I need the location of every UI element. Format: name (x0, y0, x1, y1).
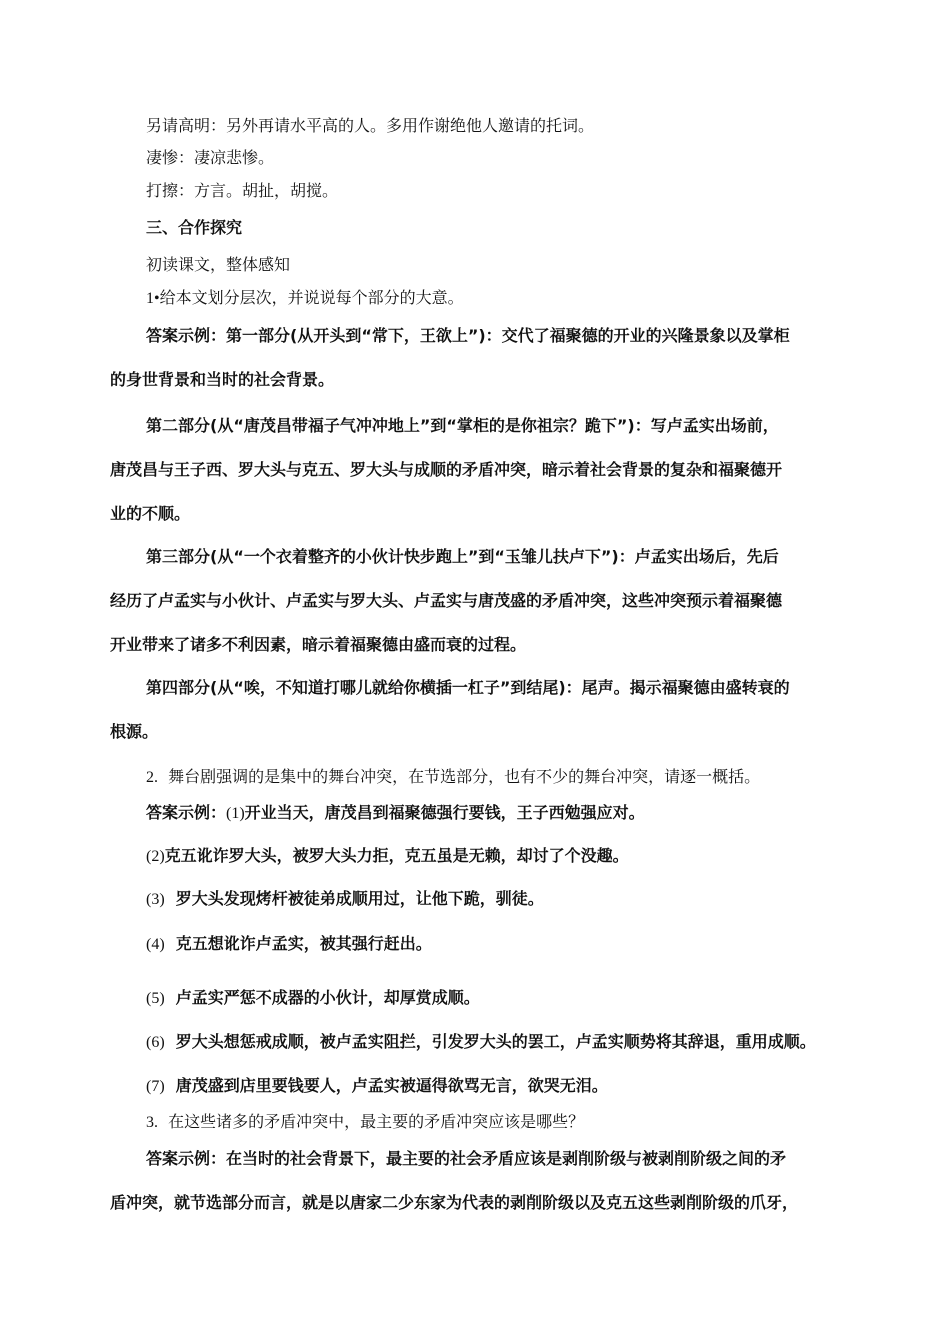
answer-item (146, 1031, 816, 1054)
section-heading: 三、合作探究 (146, 218, 243, 237)
answer-paragraph-line: 经历了卢孟实与小伙计、卢孟实与罗大头、卢孟实与唐茂盛的矛盾冲突，这些冲突预示着福聚德 (110, 591, 783, 610)
answer-lead: 答案示例： (146, 803, 227, 822)
answer-paragraph-line: 第二部分(从“唐茂昌带福子气冲冲地上”到“掌柜的是你祖宗？跪下”)：写卢孟实出场前， (146, 416, 779, 435)
question-number: 1• (146, 290, 160, 307)
item-text: 克五讹诈罗大头，被罗大头力拒，克五虽是无赖，却讨了个没趣。 (164, 846, 629, 865)
question-text: 在这些诸多的矛盾冲突中，最主要的矛盾冲突应该是哪些？ (168, 1112, 585, 1131)
item-text: 开业当天，唐茂昌到福聚德强行要钱，王子西勉强应对。 (244, 803, 645, 822)
item-number: (2) (146, 848, 165, 865)
answer-paragraph-line: 答案示例：第一部分(从开头到“常下，王欲上”)：交代了福聚德的开业的兴隆景象以及掌柜 (146, 326, 790, 345)
answer-item (146, 845, 629, 868)
item-number: (6) (146, 1034, 165, 1051)
answer-paragraph-line: 业的不顺。 (110, 504, 191, 523)
item-text: 唐茂盛到店里要钱要人，卢孟实被逼得欲骂无言，欲哭无泪。 (175, 1076, 608, 1095)
question-3 (146, 1111, 584, 1134)
vocab-entry: 另请高明：另外再请水平高的人。多用作谢绝他人邀请的托词。 (146, 116, 595, 135)
answer-item (146, 987, 480, 1010)
item-number: (4) (146, 936, 165, 953)
question-text: 舞台剧强调的是集中的舞台冲突，在节选部分，也有不少的舞台冲突，请逐一概括。 (168, 767, 761, 786)
item-number: (7) (146, 1078, 165, 1095)
item-text: 克五想讹诈卢孟实，被其强行赶出。 (175, 934, 432, 953)
answer-paragraph-line: 第三部分(从“一个衣着整齐的小伙计快步跑上”到“玉雏儿扶卢下”)：卢孟实出场后，先后 (146, 547, 779, 566)
item-text: 罗大头发现烤杆被徒弟成顺用过，让他下跪，驯徒。 (175, 889, 544, 908)
question-2 (146, 766, 760, 789)
answer-item (146, 802, 645, 825)
answer-paragraph-line: 根源。 (110, 722, 159, 741)
question-number: 3. (146, 1114, 158, 1131)
answer-paragraph-line: 答案示例：在当时的社会背景下，最主要的社会矛盾应该是剥削阶级与被剥削阶级之间的矛 (146, 1149, 787, 1168)
question-1 (146, 287, 464, 310)
answer-paragraph-line: 第四部分(从“唉，不知道打哪儿就给你横插一杠子”到结尾)：尾声。揭示福聚德由盛转衰的 (146, 678, 790, 697)
vocab-entry: 凄惨：凄凉悲惨。 (146, 148, 275, 167)
item-number: (5) (146, 990, 165, 1007)
answer-paragraph-line: 开业带来了诸多不利因素，暗示着福聚德由盛而衰的过程。 (110, 635, 527, 654)
item-number: (3) (146, 891, 165, 908)
sub-heading: 初读课文，整体感知 (146, 255, 291, 274)
item-text: 罗大头想惩戒成顺，被卢孟实阻拦，引发罗大头的罢工，卢孟实顺势将其辞退，重用成顺。 (175, 1032, 816, 1051)
answer-paragraph-line: 唐茂昌与王子西、罗大头与克五、罗大头与成顺的矛盾冲突，暗示着社会背景的复杂和福聚德开 (110, 460, 783, 479)
item-number: (1) (226, 805, 245, 822)
answer-paragraph-line: 的身世背景和当时的社会背景。 (110, 370, 335, 389)
answer-item (146, 888, 544, 911)
item-text: 卢孟实严惩不成器的小伙计，却厚赏成顺。 (175, 988, 480, 1007)
question-text: 给本文划分层次，并说说每个部分的大意。 (159, 288, 464, 307)
vocab-entry: 打擦：方言。胡扯，胡搅。 (146, 181, 339, 200)
question-number: 2. (146, 769, 158, 786)
answer-item (146, 1075, 608, 1098)
answer-item (146, 933, 432, 956)
answer-paragraph-line: 盾冲突，就节选部分而言，就是以唐家二少东家为代表的剥削阶级以及克五这些剥削阶级的爪牙， (110, 1193, 799, 1212)
